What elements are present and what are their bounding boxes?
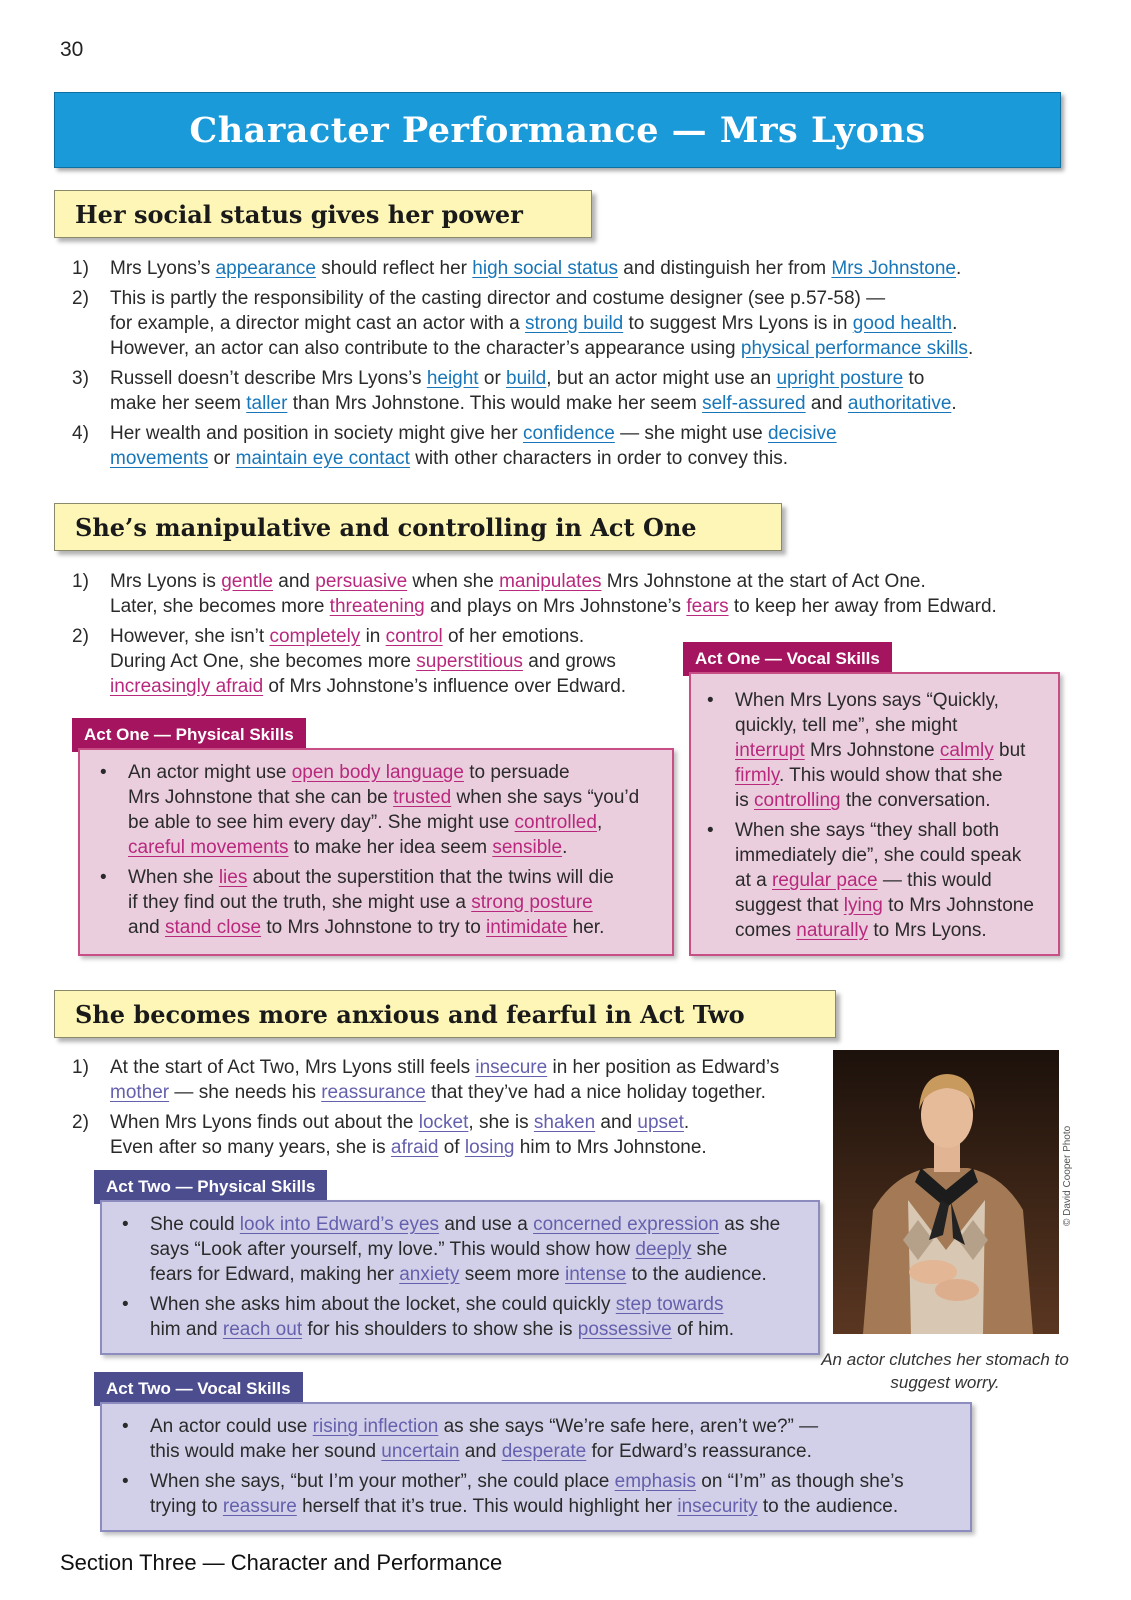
- text-run: that they’ve had a nice holiday together.: [425, 1082, 766, 1103]
- bullet-list: [102, 1404, 970, 1519]
- key-term: appearance: [215, 258, 316, 279]
- text-run: to the audience.: [757, 1496, 899, 1517]
- text-run: be able to see him every day”. She might use: [128, 812, 515, 833]
- bullet-icon: •: [122, 1294, 129, 1315]
- act-two-vocal-box: [100, 1402, 972, 1532]
- bullet-item: [90, 760, 662, 860]
- key-term: step towards: [615, 1294, 724, 1315]
- act-one-vocal-box: [689, 672, 1060, 956]
- text-run: Russell doesn’t describe Mrs Lyons’s: [110, 368, 427, 389]
- key-term: emphasis: [614, 1471, 696, 1492]
- text-run: Even after so many years, she is: [110, 1137, 391, 1158]
- key-term: regular pace: [771, 870, 878, 891]
- bullet-list: [80, 750, 672, 940]
- text-run: quickly, tell me”, she might: [735, 715, 958, 736]
- text-run: to Mrs Lyons.: [868, 920, 987, 941]
- text-run: seem more: [459, 1264, 566, 1285]
- text-run: in: [360, 626, 386, 647]
- text-run: of Mrs Johnstone’s influence over Edward.: [263, 676, 627, 697]
- key-term: naturally: [796, 920, 869, 941]
- text-run: her.: [567, 917, 605, 938]
- key-term: completely: [269, 626, 361, 647]
- text-run: suggest that: [735, 895, 844, 916]
- key-term: good health: [852, 313, 953, 334]
- text-run: at a: [735, 870, 772, 891]
- key-term: threatening: [329, 596, 425, 617]
- text-run: . This would show that she: [778, 765, 1003, 786]
- bullet-item: [90, 865, 662, 940]
- text-run: Later, she becomes more: [110, 596, 330, 617]
- key-term: insecure: [475, 1057, 548, 1078]
- key-term: intense: [565, 1264, 627, 1285]
- key-term: interrupt: [735, 740, 805, 761]
- key-term: upright posture: [776, 368, 904, 389]
- key-term: Mrs Johnstone: [831, 258, 956, 279]
- key-term: look into Edward’s eyes: [239, 1214, 440, 1235]
- key-term: afraid: [390, 1137, 439, 1158]
- key-term: insecurity: [677, 1496, 758, 1517]
- key-term: lying: [843, 895, 883, 916]
- actor-illustration: [833, 1050, 1059, 1334]
- text-run: When Mrs Lyons finds out about the: [110, 1112, 419, 1133]
- text-run: This is partly the responsibility of the casting director and costume designer (see p.57-58) —: [110, 288, 886, 309]
- key-term: reassure: [222, 1496, 297, 1517]
- key-term: trusted: [393, 787, 452, 808]
- text-run: and: [595, 1112, 638, 1133]
- text-run: ,: [596, 812, 603, 833]
- text-run: Mrs Johnstone: [804, 740, 940, 761]
- bullet-icon: •: [100, 762, 107, 783]
- key-term: strong build: [525, 313, 624, 334]
- text-run: and grows: [522, 651, 616, 672]
- key-term: open body language: [291, 762, 464, 783]
- photo-credit: © David Cooper Photo: [1062, 1125, 1073, 1226]
- text-run: .: [562, 837, 568, 858]
- key-term: rising inflection: [312, 1416, 439, 1437]
- key-term: build: [506, 368, 547, 389]
- text-run: and: [128, 917, 165, 938]
- list-number: 2): [72, 1112, 89, 1133]
- text-run: — she might use: [614, 423, 768, 444]
- key-term: uncertain: [381, 1441, 460, 1462]
- text-run: make her seem: [110, 393, 247, 414]
- key-term: stand close: [164, 917, 262, 938]
- text-run: to Mrs Johnstone to try to: [261, 917, 487, 938]
- bullet-icon: •: [122, 1214, 129, 1235]
- text-run: of her emotions.: [442, 626, 585, 647]
- key-term: high social status: [472, 258, 619, 279]
- text-run: When she asks him about the locket, she could quickly: [150, 1294, 616, 1315]
- bullet-icon: •: [122, 1471, 129, 1492]
- text-run: or: [208, 448, 236, 469]
- key-term: strong posture: [471, 892, 593, 913]
- text-run: or: [478, 368, 507, 389]
- key-term: possessive: [577, 1319, 672, 1340]
- key-term: firmly: [735, 765, 779, 786]
- numbered-list: [72, 256, 1057, 476]
- text-run: When Mrs Lyons says “Quickly,: [735, 690, 999, 711]
- key-term: desperate: [501, 1441, 587, 1462]
- section-heading-act-one: [54, 503, 782, 551]
- bullet-item: [697, 688, 1052, 813]
- box-label-act-one-vocal: Act One — Vocal Skills: [683, 642, 892, 676]
- text-run: At the start of Act Two, Mrs Lyons still feels: [110, 1057, 476, 1078]
- text-run: .: [683, 1112, 690, 1133]
- list-item: [72, 569, 1057, 619]
- text-run: to: [903, 368, 925, 389]
- text-run: However, an actor can also contribute to the character’s appearance using: [110, 338, 741, 359]
- key-term: losing: [464, 1137, 515, 1158]
- text-run: says “Look after yourself, my love.” This would show how: [150, 1239, 636, 1260]
- section-heading-text: She becomes more anxious and fearful in Act Two: [75, 999, 745, 1029]
- text-run: Mrs Johnstone that she can be: [128, 787, 394, 808]
- text-run: Mrs Johnstone at the start of Act One.: [601, 571, 926, 592]
- text-run: for Edward’s reassurance.: [586, 1441, 812, 1462]
- bullet-item: [697, 818, 1052, 943]
- text-run: as she says “We’re safe here, aren’t we?” —: [438, 1416, 819, 1437]
- text-run: herself that it’s true. This would highlight her: [296, 1496, 678, 1517]
- key-term: self-assured: [702, 393, 806, 414]
- act-two-physical-box: [100, 1200, 820, 1355]
- text-run: to persuade: [463, 762, 570, 783]
- text-run: However, she isn’t: [110, 626, 270, 647]
- text-run: Mrs Lyons’s: [110, 258, 216, 279]
- actor-photo: [833, 1050, 1059, 1334]
- text-run: is: [735, 790, 754, 811]
- text-run: trying to: [150, 1496, 223, 1517]
- text-run: During Act One, she becomes more: [110, 651, 417, 672]
- section-heading-text: Her social status gives her power: [75, 199, 523, 229]
- text-run: the conversation.: [840, 790, 991, 811]
- text-run: An actor might use: [128, 762, 292, 783]
- text-run: to keep her away from Edward.: [728, 596, 997, 617]
- key-term: calmly: [939, 740, 994, 761]
- text-run: to Mrs Johnstone: [882, 895, 1034, 916]
- text-run: , but an actor might use an: [546, 368, 777, 389]
- text-run: on “I’m” as though she’s: [695, 1471, 904, 1492]
- text-run: of: [438, 1137, 465, 1158]
- key-term: taller: [246, 393, 288, 414]
- key-term: fears: [686, 596, 729, 617]
- key-term: movements: [110, 448, 209, 469]
- key-term: control: [385, 626, 443, 647]
- text-run: when she: [407, 571, 500, 592]
- text-run: she: [691, 1239, 728, 1260]
- key-term: superstitious: [416, 651, 523, 672]
- box-label-act-one-physical: Act One — Physical Skills: [72, 718, 306, 752]
- text-run: to the audience.: [626, 1264, 767, 1285]
- bullet-list: [691, 674, 1058, 943]
- key-term: mother: [110, 1082, 170, 1103]
- key-term: physical performance skills: [740, 338, 968, 359]
- list-item: [72, 286, 1057, 361]
- section-heading-act-two: [54, 990, 836, 1038]
- key-term: deeply: [635, 1239, 692, 1260]
- list-item: [72, 421, 1057, 471]
- text-run: with other characters in order to convey this.: [409, 448, 788, 469]
- text-run: in her position as Edward’s: [547, 1057, 780, 1078]
- key-term: controlled: [514, 812, 597, 833]
- act-one-physical-box: [78, 748, 674, 956]
- key-term: controlling: [754, 790, 841, 811]
- key-term: height: [426, 368, 479, 389]
- bullet-item: [112, 1469, 960, 1519]
- key-term: gentle: [221, 571, 273, 592]
- bullet-item: [112, 1414, 960, 1464]
- footer-section-title: Section Three — Character and Performance: [60, 1550, 503, 1575]
- text-run: When she says, “but I’m your mother”, she could place: [150, 1471, 615, 1492]
- text-run: An actor could use: [150, 1416, 313, 1437]
- text-run: Her wealth and position in society might give her: [110, 423, 523, 444]
- text-run: of him.: [671, 1319, 735, 1340]
- list-item: [72, 1055, 832, 1105]
- text-run: and: [273, 571, 316, 592]
- page-number: 30: [60, 38, 84, 61]
- bullet-icon: •: [707, 820, 714, 841]
- text-run: him and: [150, 1319, 223, 1340]
- text-run: for his shoulders to show she is: [302, 1319, 578, 1340]
- text-run: .: [952, 313, 958, 334]
- key-term: concerned expression: [533, 1214, 719, 1235]
- text-run: comes: [735, 920, 797, 941]
- list-number: 2): [72, 288, 89, 309]
- bullet-list: [102, 1202, 818, 1342]
- text-run: .: [951, 393, 957, 414]
- text-run: as she: [718, 1214, 781, 1235]
- text-run: and distinguish her from: [618, 258, 832, 279]
- text-run: should reflect her: [315, 258, 473, 279]
- text-run: and: [459, 1441, 502, 1462]
- key-term: shaken: [533, 1112, 596, 1133]
- section-heading-social-status: [54, 190, 592, 238]
- bullet-icon: •: [707, 690, 714, 711]
- text-run: When she says “they shall both: [735, 820, 1000, 841]
- key-term: reassurance: [321, 1082, 426, 1103]
- box-label-act-two-physical: Act Two — Physical Skills: [94, 1170, 327, 1204]
- list-number: 1): [72, 571, 89, 592]
- key-term: manipulates: [499, 571, 602, 592]
- key-term: authoritative: [847, 393, 952, 414]
- bullet-icon: •: [100, 867, 107, 888]
- text-run: and plays on Mrs Johnstone’s: [424, 596, 687, 617]
- bullet-icon: •: [122, 1416, 129, 1437]
- key-term: reach out: [222, 1319, 303, 1340]
- box-label-act-two-vocal: Act Two — Vocal Skills: [94, 1372, 303, 1406]
- title-banner: [54, 92, 1061, 168]
- key-term: careful movements: [128, 837, 289, 858]
- text-run: Mrs Lyons is: [110, 571, 222, 592]
- text-run: about the superstition that the twins will die: [247, 867, 614, 888]
- text-run: — this would: [877, 870, 992, 891]
- text-run: fears for Edward, making her: [150, 1264, 400, 1285]
- list-number: 4): [72, 423, 89, 444]
- key-term: maintain eye contact: [235, 448, 410, 469]
- text-run: , she is: [468, 1112, 534, 1133]
- list-number: 2): [72, 626, 89, 647]
- text-run: to suggest Mrs Lyons is in: [623, 313, 853, 334]
- text-run: She could: [150, 1214, 240, 1235]
- text-run: him to Mrs Johnstone.: [514, 1137, 707, 1158]
- list-number: 1): [72, 258, 89, 279]
- list-number: 3): [72, 368, 89, 389]
- text-run: to make her idea seem: [288, 837, 493, 858]
- text-run: — she needs his: [169, 1082, 322, 1103]
- key-term: confidence: [522, 423, 615, 444]
- key-term: decisive: [767, 423, 837, 444]
- key-term: persuasive: [315, 571, 408, 592]
- text-run: for example, a director might cast an actor with a: [110, 313, 526, 334]
- key-term: intimidate: [486, 917, 568, 938]
- key-term: locket: [418, 1112, 469, 1133]
- page-title: Character Performance — Mrs Lyons: [189, 109, 926, 151]
- text-run: but: [993, 740, 1026, 761]
- text-run: this would make her sound: [150, 1441, 382, 1462]
- text-run: than Mrs Johnstone. This would make her seem: [287, 393, 703, 414]
- list-item: [72, 256, 1057, 281]
- text-run: and: [805, 393, 848, 414]
- list-number: 1): [72, 1057, 89, 1078]
- text-run: When she: [128, 867, 219, 888]
- photo-caption: An actor clutches her stomach to suggest worry.: [821, 1350, 1069, 1392]
- text-run: .: [956, 258, 962, 279]
- text-run: .: [967, 338, 974, 359]
- numbered-list: [72, 1055, 832, 1165]
- key-term: increasingly afraid: [110, 676, 264, 697]
- bullet-item: [112, 1292, 808, 1342]
- key-term: lies: [218, 867, 248, 888]
- list-item: [72, 366, 1057, 416]
- text-run: immediately die”, she could speak: [735, 845, 1022, 866]
- text-run: when she says “you’d: [451, 787, 640, 808]
- key-term: anxiety: [399, 1264, 460, 1285]
- bullet-item: [112, 1212, 808, 1287]
- key-term: upset: [637, 1112, 684, 1133]
- key-term: sensible: [492, 837, 563, 858]
- text-run: and use a: [439, 1214, 534, 1235]
- text-run: if they find out the truth, she might use a: [128, 892, 472, 913]
- list-item: [72, 1110, 832, 1160]
- section-heading-text: She’s manipulative and controlling in Act One: [75, 512, 697, 542]
